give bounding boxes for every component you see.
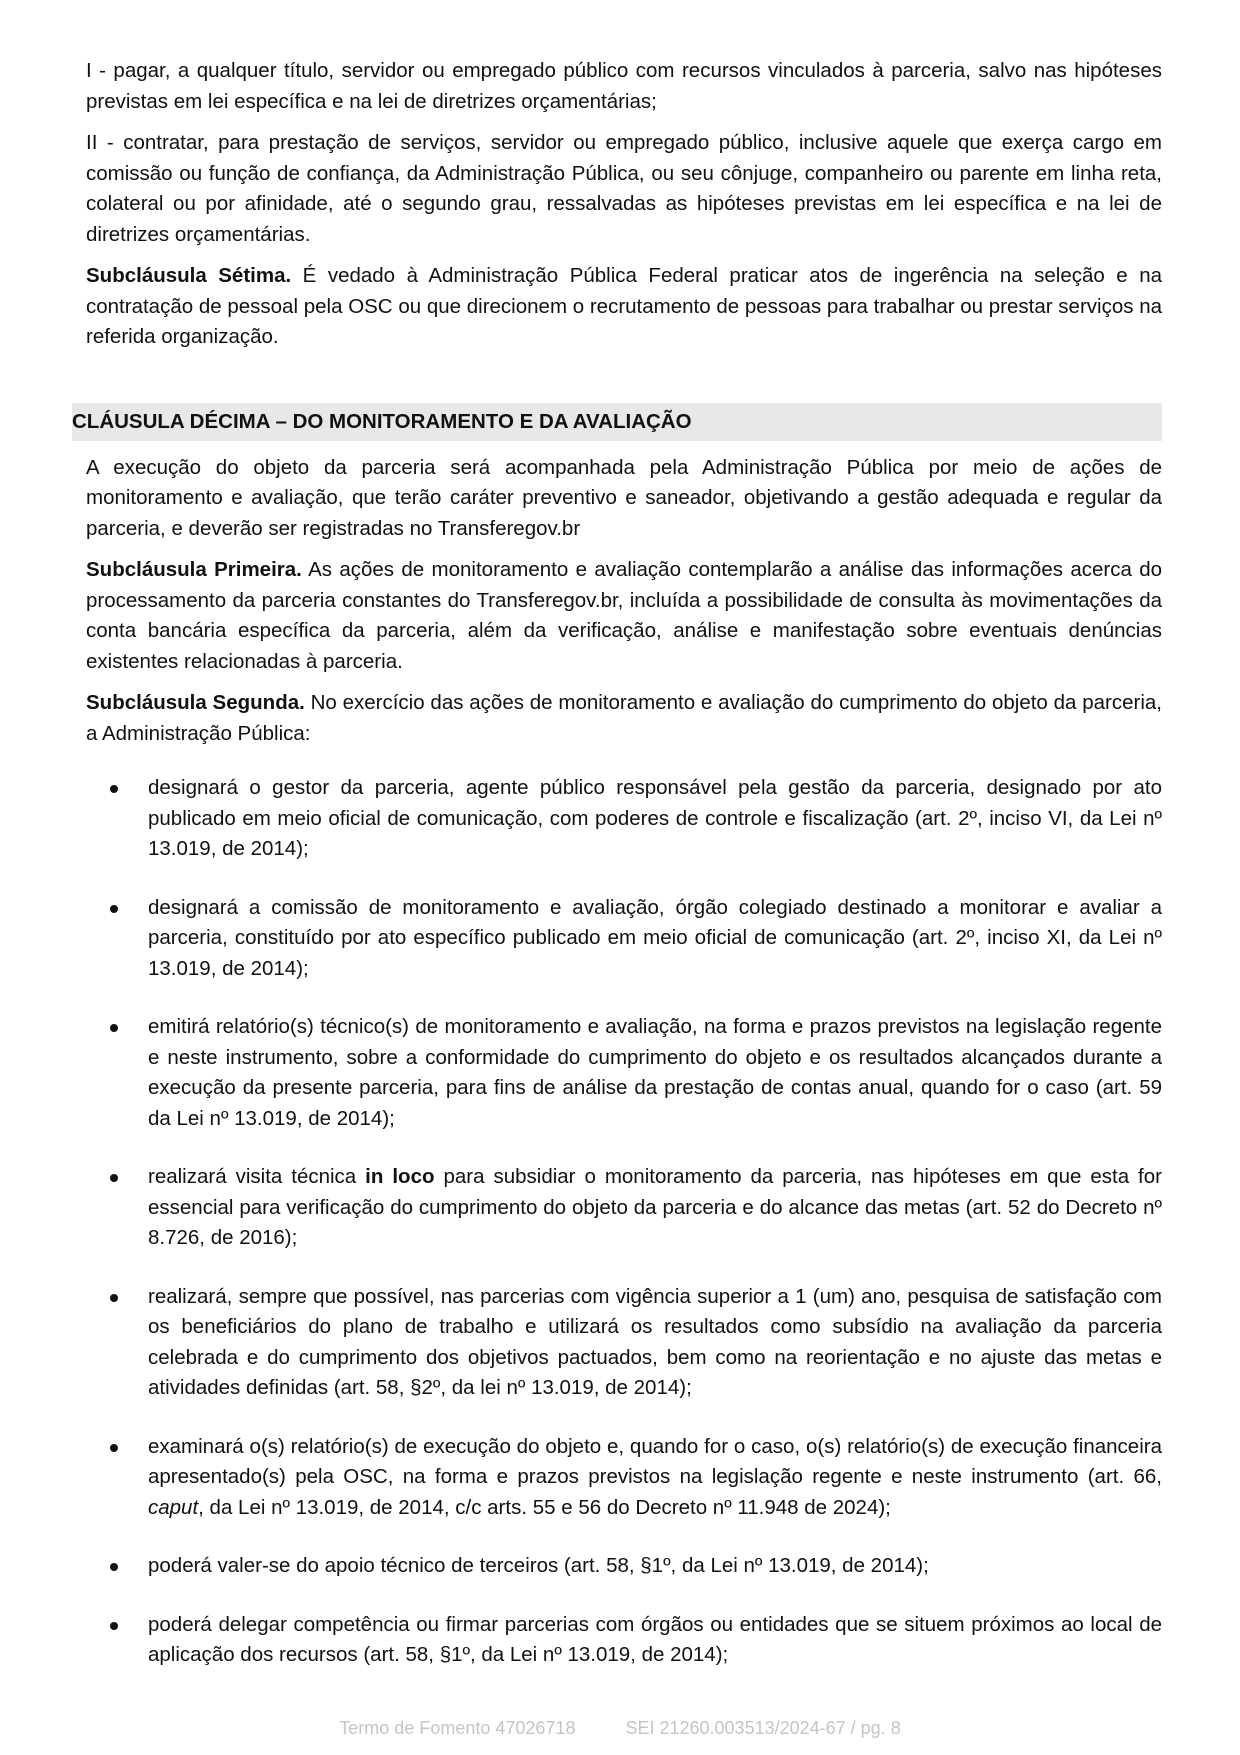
subclause-second-text: No exercício das ações de monitoramento e avaliação do cumprimento do objeto da parceria, a Administração Pública: — [86, 691, 1162, 745]
section-heading-text: CLÁUSULA DÉCIMA – DO MONITORAMENTO E DA AVALIAÇÃO — [72, 409, 692, 433]
subclause-first — [86, 555, 1162, 677]
list-item — [86, 1012, 1162, 1134]
bullet-icon — [110, 1294, 118, 1302]
bullet-icon — [110, 1174, 118, 1182]
bullet-icon — [110, 905, 118, 913]
bullet-text: poderá delegar competência ou firmar parcerias com órgãos ou entidades que se situem próximos ao local de aplicação dos recursos (art. 58, §1º, da Lei nº 13.019, de 2014); — [148, 1612, 1162, 1666]
document-body — [72, 56, 1163, 1699]
page-footer — [0, 1718, 1240, 1739]
bullet-text-post: , da Lei nº 13.019, de 2014, c/c arts. 55 e 56 do Decreto nº 11.948 de 2024); — [198, 1495, 891, 1519]
list-item — [86, 1162, 1162, 1254]
item-ii: II - contratar, para prestação de serviços, servidor ou empregado público, inclusive aquele que exerça cargo em comissão ou função de confiança, da Administração Pública, ou seu cônjuge, companheiro ou parente em linha reta, colateral ou por afinidade, até o segundo grau, ressalvadas as hipóteses previstas em lei específica e na lei de diretrizes orçamentárias. — [86, 131, 1162, 246]
list-item — [86, 1282, 1162, 1404]
subclause-first-text: As ações de monitoramento e avaliação contemplarão a análise das informações acerca do processamento da parceria constantes do Transferegov.br, incluída a possibilidade de consulta às movimentações da conta bancária específica da parceria, além da verificação, análise e manifestação sobre eventuais denúncias existentes relacionadas à parceria. — [86, 558, 1162, 673]
subclause-second — [86, 688, 1162, 749]
list-item — [86, 1432, 1162, 1524]
bullet-text-post: para subsidiar o monitoramento da parceria, nas hipóteses em que esta for essencial para verificação do cumprimento do objeto da parceria e do alcance das metas (art. 52 do Decreto nº 8.726, de 2016); — [148, 1165, 1162, 1249]
bullet-text: designará a comissão de monitoramento e avaliação, órgão colegiado destinado a monitorar e avaliar a parceria, constituído por ato específico publicado em meio oficial de comunicação (art. 2º, inciso XI, da Lei nº 13.019, de 2014); — [148, 895, 1162, 980]
bullet-icon — [110, 785, 118, 793]
bullet-text-pre: examinará o(s) relatório(s) de execução do objeto e, quando for o caso, o(s) relatório(s) de execução financeira apresentado(s) pela OSC, na forma e prazos previstos na legislação regente e neste instrumento (art. 66, — [148, 1434, 1162, 1488]
section-heading — [72, 403, 1162, 441]
footer-process-page: SEI 21260.003513/2024-67 / pg. 8 — [625, 1718, 901, 1738]
list-item — [86, 1551, 1162, 1582]
list-item — [86, 1610, 1162, 1671]
subclause-first-label: Subcláusula Primeira. — [86, 558, 302, 581]
bullet-list — [86, 773, 1162, 1671]
bullet-text-bold: in loco — [365, 1165, 435, 1188]
bullet-text-italic: caput — [148, 1495, 199, 1519]
list-item — [86, 773, 1162, 865]
list-item — [86, 893, 1162, 985]
footer-document-id: Termo de Fomento 47026718 — [339, 1718, 576, 1738]
bullet-text: emitirá relatório(s) técnico(s) de monitoramento e avaliação, na forma e prazos previstos na legislação regente e neste instrumento, sobre a conformidade do cumprimento do objeto e os resultados alcançados durante a execução da presente parceria, para fins de análise da prestação de contas anual, quando for o caso (art. 59 da Lei nº 13.019, de 2014); — [148, 1015, 1162, 1130]
subclause-seventh-label: Subcláusula Sétima. — [86, 264, 292, 287]
subclause-seventh-text: É vedado à Administração Pública Federal praticar atos de ingerência na seleção e na contratação de pessoal pela OSC ou que direcionem o recrutamento de pessoas para trabalhar ou prestar serviços na referida organização. — [86, 264, 1163, 348]
bullet-icon — [110, 1024, 118, 1032]
bullet-text: realizará, sempre que possível, nas parcerias com vigência superior a 1 (um) ano, pesquisa de satisfação com os beneficiários do plano de trabalho e utilizará os resultados como subsídio na avaliação da parceria celebrada e do cumprimento dos objetivos pactuados, bem como na reorientação e no ajuste das metas e atividades definidas (art. 58, §2º, da lei nº 13.019, de 2014); — [148, 1284, 1162, 1399]
section-intro: A execução do objeto da parceria será acompanhada pela Administração Pública por meio de ações de monitoramento e avaliação, que terão caráter preventivo e saneador, objetivando a gestão adequada e regular da parceria, e deverão ser registradas no Transferegov.br — [86, 455, 1162, 540]
bullet-icon — [110, 1444, 118, 1452]
bullet-text: designará o gestor da parceria, agente público responsável pela gestão da parceria, designado por ato publicado em meio oficial de comunicação, com poderes de controle e fiscalização (art. 2º, inciso VI, da Lei nº 13.019, de 2014); — [148, 776, 1162, 860]
bullet-icon — [110, 1622, 118, 1630]
bullet-text: poderá valer-se do apoio técnico de terceiros (art. 58, §1º, da Lei nº 13.019, de 2014); — [148, 1554, 929, 1577]
bullet-icon — [110, 1563, 118, 1571]
subclause-seventh — [86, 261, 1162, 353]
subclause-second-label: Subcláusula Segunda. — [86, 691, 305, 714]
bullet-text-pre: realizará visita técnica — [148, 1165, 366, 1188]
item-i: I - pagar, a qualquer título, servidor ou empregado público com recursos vinculados à parceria, salvo nas hipóteses previstas em lei específica e na lei de diretrizes orçamentárias; — [86, 59, 1162, 113]
